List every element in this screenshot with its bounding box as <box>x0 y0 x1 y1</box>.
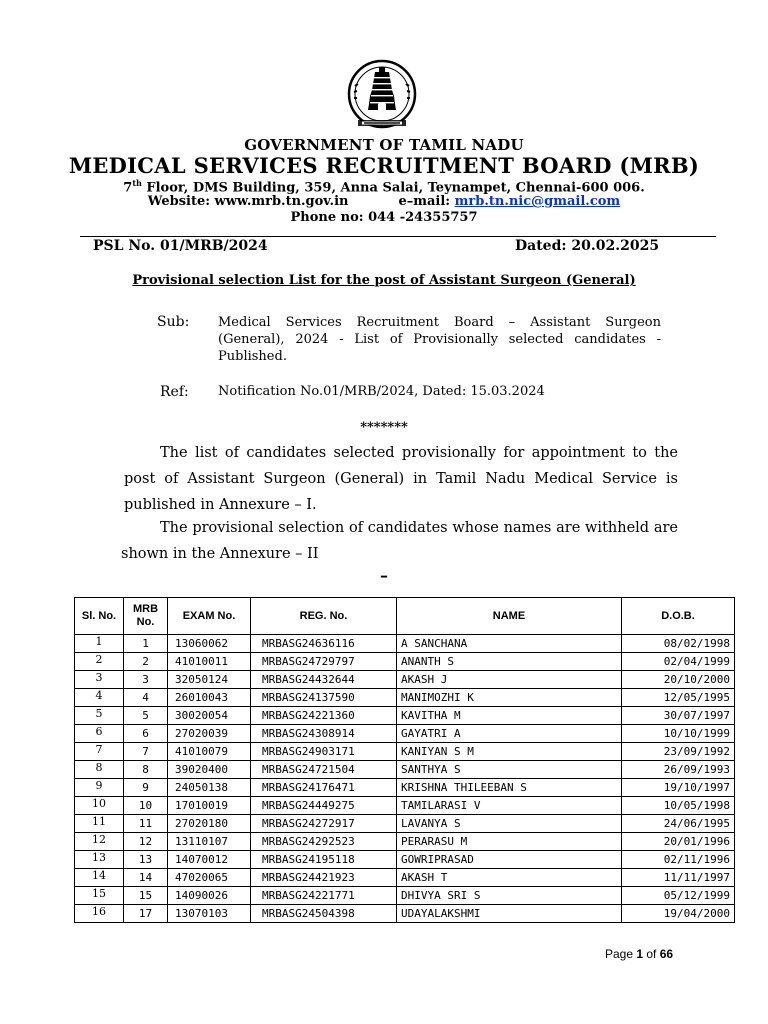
cell-name: GAYATRI A <box>397 725 622 743</box>
header-mrb-no: MRB No. <box>124 598 168 635</box>
cell-dob: 08/02/1998 <box>622 635 735 653</box>
cell-sl-no: 13 <box>75 851 124 869</box>
cell-reg-no: MRBASG24292523 <box>251 833 397 851</box>
cell-sl-no: 9 <box>75 779 124 797</box>
cell-mrb-no: 12 <box>124 833 168 851</box>
table-row <box>75 833 735 851</box>
table-row <box>75 887 735 905</box>
cell-exam-no: 41010011 <box>168 653 251 671</box>
contact-line <box>0 194 768 209</box>
cell-mrb-no: 8 <box>124 761 168 779</box>
table-row <box>75 743 735 761</box>
header-divider <box>80 236 716 237</box>
page-total: 66 <box>659 947 674 961</box>
reference-text: Notification No.01/MRB/2024, Dated: 15.03.2024 <box>218 384 545 399</box>
cell-sl-no: 4 <box>75 689 124 707</box>
cell-mrb-no: 17 <box>124 905 168 923</box>
cell-dob: 10/05/1998 <box>622 797 735 815</box>
paragraph-2: The provisional selection of candidates whose names are withheld are shown in the Annexure – II <box>121 520 678 562</box>
cell-reg-no: MRBASG24308914 <box>251 725 397 743</box>
header-dob: D.O.B. <box>622 598 735 635</box>
email-label: e–mail: <box>398 194 451 209</box>
cell-exam-no: 47020065 <box>168 869 251 887</box>
selection-table <box>74 597 735 923</box>
cell-sl-no: 5 <box>75 707 124 725</box>
table-row <box>75 707 735 725</box>
board-title: MEDICAL SERVICES RECRUITMENT BOARD (MRB) <box>68 153 700 178</box>
cell-sl-no: 14 <box>75 869 124 887</box>
table-row <box>75 779 735 797</box>
cell-sl-no: 10 <box>75 797 124 815</box>
cell-dob: 20/01/1996 <box>622 833 735 851</box>
table-row <box>75 905 735 923</box>
page-of: of <box>643 947 660 961</box>
address-floor-suffix: th <box>132 178 142 188</box>
cell-mrb-no: 13 <box>124 851 168 869</box>
cell-mrb-no: 5 <box>124 707 168 725</box>
cell-reg-no: MRBASG24421923 <box>251 869 397 887</box>
header-reg-no: REG. No. <box>251 598 397 635</box>
cell-sl-no: 16 <box>75 905 124 923</box>
cell-dob: 19/04/2000 <box>622 905 735 923</box>
cell-exam-no: 13070103 <box>168 905 251 923</box>
cell-dob: 05/12/1999 <box>622 887 735 905</box>
email-link[interactable]: mrb.tn.nic@gmail.com <box>454 194 621 209</box>
page-number <box>605 947 673 961</box>
cell-name: TAMILARASI V <box>397 797 622 815</box>
dash-mark: – <box>380 566 388 585</box>
cell-dob: 11/11/1997 <box>622 869 735 887</box>
cell-exam-no: 39020400 <box>168 761 251 779</box>
cell-sl-no: 6 <box>75 725 124 743</box>
cell-mrb-no: 15 <box>124 887 168 905</box>
cell-reg-no: MRBASG24176471 <box>251 779 397 797</box>
paragraph-1: The list of candidates selected provisionally for appointment to the post of Assistant Surgeon (General) in Tamil Nadu Medical Service is published in Annexure – I. <box>124 445 678 513</box>
address-floor: 7 <box>123 180 133 196</box>
table-row <box>75 653 735 671</box>
tamil-nadu-emblem-icon <box>344 58 420 138</box>
table-row <box>75 689 735 707</box>
page-current: 1 <box>636 947 644 961</box>
cell-sl-no: 3 <box>75 671 124 689</box>
subject-text: Medical Services Recruitment Board – Assistant Surgeon (General), 2024 - List of Provisionally selected candidates - Published. <box>218 315 661 364</box>
cell-sl-no: 15 <box>75 887 124 905</box>
cell-sl-no: 12 <box>75 833 124 851</box>
cell-exam-no: 27020180 <box>168 815 251 833</box>
cell-mrb-no: 3 <box>124 671 168 689</box>
phone-number: Phone no: 044 -24355757 <box>290 210 478 225</box>
cell-dob: 23/09/1992 <box>622 743 735 761</box>
cell-reg-no: MRBASG24449275 <box>251 797 397 815</box>
table-body <box>75 635 735 923</box>
cell-dob: 26/09/1993 <box>622 761 735 779</box>
subject-label: Sub: <box>157 314 190 330</box>
address-rest: Floor, DMS Building, 359, Anna Salai, Teynampet, Chennai-600 006. <box>141 180 645 196</box>
cell-name: KAVITHA M <box>397 707 622 725</box>
cell-exam-no: 32050124 <box>168 671 251 689</box>
table-row <box>75 725 735 743</box>
cell-reg-no: MRBASG24729797 <box>251 653 397 671</box>
table-row <box>75 869 735 887</box>
cell-mrb-no: 4 <box>124 689 168 707</box>
cell-reg-no: MRBASG24221771 <box>251 887 397 905</box>
cell-reg-no: MRBASG24221360 <box>251 707 397 725</box>
cell-exam-no: 30020054 <box>168 707 251 725</box>
cell-sl-no: 2 <box>75 653 124 671</box>
cell-dob: 10/10/1999 <box>622 725 735 743</box>
cell-reg-no: MRBASG24504398 <box>251 905 397 923</box>
cell-exam-no: 13110107 <box>168 833 251 851</box>
cell-name: PERARASU M <box>397 833 622 851</box>
cell-name: DHIVYA SRI S <box>397 887 622 905</box>
table-row <box>75 671 735 689</box>
cell-name: SANTHYA S <box>397 761 622 779</box>
cell-sl-no: 7 <box>75 743 124 761</box>
cell-reg-no: MRBASG24903171 <box>251 743 397 761</box>
cell-dob: 02/11/1996 <box>622 851 735 869</box>
cell-sl-no: 11 <box>75 815 124 833</box>
cell-mrb-no: 7 <box>124 743 168 761</box>
cell-exam-no: 14090026 <box>168 887 251 905</box>
cell-name: KRISHNA THILEEBAN S <box>397 779 622 797</box>
table-row <box>75 635 735 653</box>
cell-mrb-no: 14 <box>124 869 168 887</box>
cell-reg-no: MRBASG24137590 <box>251 689 397 707</box>
cell-sl-no: 8 <box>75 761 124 779</box>
dated: Dated: 20.02.2025 <box>515 238 660 254</box>
cell-name: UDAYALAKSHMI <box>397 905 622 923</box>
header-exam-no: EXAM No. <box>168 598 251 635</box>
cell-name: GOWRIPRASAD <box>397 851 622 869</box>
cell-exam-no: 41010079 <box>168 743 251 761</box>
cell-mrb-no: 11 <box>124 815 168 833</box>
cell-dob: 19/10/1997 <box>622 779 735 797</box>
cell-mrb-no: 10 <box>124 797 168 815</box>
separator-stars: ******* <box>360 420 408 435</box>
document-heading: Provisional selection List for the post of Assistant Surgeon (General) <box>132 273 636 288</box>
cell-name: AKASH T <box>397 869 622 887</box>
table-row <box>75 761 735 779</box>
cell-name: LAVANYA S <box>397 815 622 833</box>
cell-reg-no: MRBASG24721504 <box>251 761 397 779</box>
cell-name: MANIMOZHI K <box>397 689 622 707</box>
cell-exam-no: 24050138 <box>168 779 251 797</box>
cell-dob: 30/07/1997 <box>622 707 735 725</box>
cell-name: ANANTH S <box>397 653 622 671</box>
cell-exam-no: 27020039 <box>168 725 251 743</box>
table-header-row <box>75 598 735 635</box>
cell-reg-no: MRBASG24195118 <box>251 851 397 869</box>
cell-exam-no: 26010043 <box>168 689 251 707</box>
table-row <box>75 851 735 869</box>
header-sl-no: Sl. No. <box>75 598 124 635</box>
cell-mrb-no: 6 <box>124 725 168 743</box>
government-title: GOVERNMENT OF TAMIL NADU <box>244 136 524 154</box>
cell-name: KANIYAN S M <box>397 743 622 761</box>
page-prefix: Page <box>605 947 637 961</box>
table-row <box>75 815 735 833</box>
cell-reg-no: MRBASG24636116 <box>251 635 397 653</box>
cell-mrb-no: 9 <box>124 779 168 797</box>
cell-dob: 12/05/1995 <box>622 689 735 707</box>
table-row <box>75 797 735 815</box>
cell-dob: 24/06/1995 <box>622 815 735 833</box>
cell-name: A SANCHANA <box>397 635 622 653</box>
cell-sl-no: 1 <box>75 635 124 653</box>
cell-reg-no: MRBASG24432644 <box>251 671 397 689</box>
cell-mrb-no: 2 <box>124 653 168 671</box>
cell-dob: 20/10/2000 <box>622 671 735 689</box>
cell-exam-no: 14070012 <box>168 851 251 869</box>
cell-mrb-no: 1 <box>124 635 168 653</box>
cell-name: AKASH J <box>397 671 622 689</box>
cell-exam-no: 13060062 <box>168 635 251 653</box>
website-label: Website: www.mrb.tn.gov.in <box>147 194 349 209</box>
cell-dob: 02/04/1999 <box>622 653 735 671</box>
header-name: NAME <box>397 598 622 635</box>
board-address <box>0 178 768 195</box>
reference-label: Ref: <box>160 384 189 400</box>
cell-reg-no: MRBASG24272917 <box>251 815 397 833</box>
cell-exam-no: 17010019 <box>168 797 251 815</box>
psl-number: PSL No. 01/MRB/2024 <box>93 238 268 254</box>
